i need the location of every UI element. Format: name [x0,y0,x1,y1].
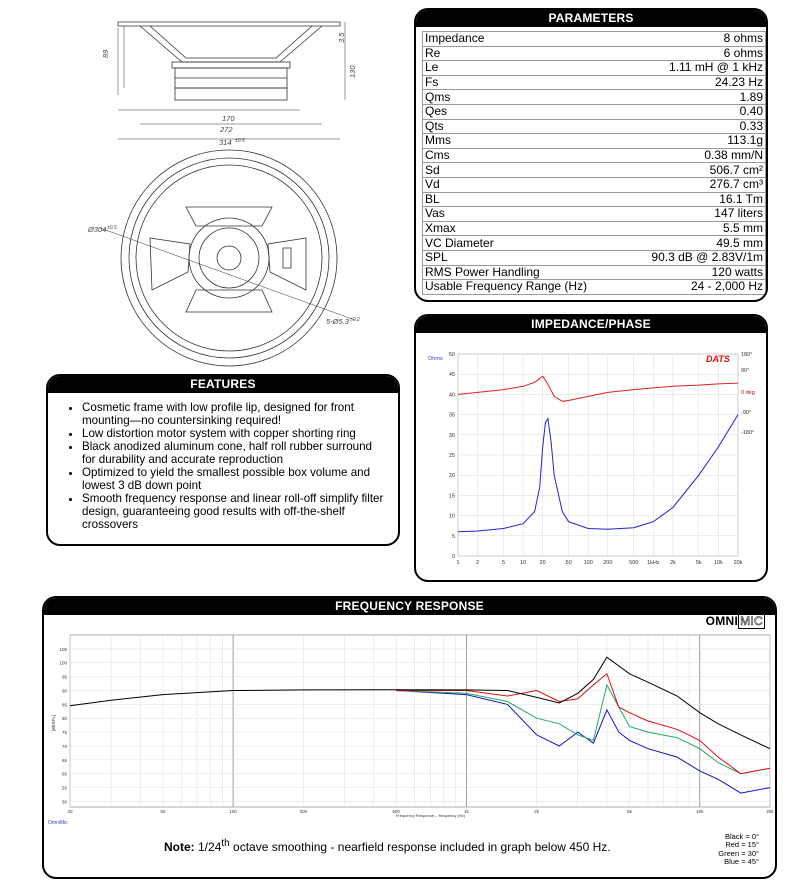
fr-y-tick: 60 [61,771,67,777]
parameter-row [423,119,766,134]
impedance-x-tick: 5k [695,560,702,566]
parameter-name: Vas [423,207,625,222]
impedance-unit-label: Ohms [428,356,443,362]
parameter-name: Re [423,46,625,61]
impedance-y-tick: 0 [451,554,455,560]
feature-item: • Black anodized aluminum cone, half roll rubber surround for durability and accurate reproduction [82,440,388,466]
parameter-value: 113.1g [625,134,766,149]
impedance-x-tick: 200 [603,560,613,566]
legend-red: Red = 15° [725,840,759,850]
impedance-chart [416,334,766,580]
impedance-x-tick: 1 [456,560,460,566]
feature-item: • Cosmetic frame with low profile lip, designed for front mounting—no countersinking required! [82,401,388,427]
parameter-value: 1.11 mH @ 1 kHz [625,61,766,76]
parameters-panel [414,8,768,302]
parameter-row [423,265,766,280]
impedance-x-tick: 100 [583,560,593,566]
feature-item: • Low distortion motor system with copper shorting ring [82,427,388,440]
note-prefix: Note: [164,840,195,854]
phase-tick: -90° [741,410,752,416]
parameter-value: 506.7 cm² [625,163,766,178]
dim-depth: 89 [101,49,110,58]
parameter-value: 24.23 Hz [625,75,766,90]
impedance-y-tick: 10 [448,513,455,520]
impedance-x-tick: 10 [520,560,527,566]
parameter-row [423,61,766,76]
dim-basket: 272 [220,125,233,134]
phase-tick: 0 deg [741,390,755,396]
parameter-value: 49.5 mm [625,236,766,251]
fr-y-tick: 50 [61,799,67,805]
parameter-row [423,104,766,119]
dim-flange: 3.5 [337,32,346,43]
frequency-response-chart [44,615,775,830]
angle-legend [718,833,759,866]
fr-x-tick: 5k [627,809,632,814]
parameter-row [423,221,766,236]
parameter-value: 120 watts [625,265,766,280]
parameter-name: Vd [423,177,625,192]
fr-plot-area [70,635,770,807]
fr-x-tick: 200 [299,809,308,814]
impedance-title: IMPEDANCE/PHASE [416,316,766,333]
dim-bolt-circle: Ø304 [88,225,107,234]
smoothing-note [164,838,611,854]
dim-holes-tol: ±0.2 [350,317,360,323]
fr-y-tick: 55 [61,785,67,791]
dim-height: 130 [348,65,357,78]
omnimic-logo-a: OMNI [705,614,739,628]
feature-item: • Optimized to yield the smallest possible box volume and lowest 3 dB down point [82,466,388,492]
parameter-name: Qms [423,90,625,105]
frequency-response-panel [42,596,777,879]
parameter-value: 8 ohms [625,32,766,47]
fr-x-tick: 2k [534,809,540,814]
parameter-name: Mms [423,134,625,149]
impedance-y-tick: 25 [448,453,455,459]
impedance-x-tick: 2 [476,560,480,566]
parameter-row [423,236,766,251]
parameter-value: 90.3 dB @ 2.83V/1m [625,250,766,265]
fr-ylabel: [dBSPL] [51,714,56,732]
parameter-name: VC Diameter [423,236,625,251]
note-sup: th [221,838,230,849]
fr-x-tick: 20 [67,809,73,814]
parameter-name: Fs [423,75,625,90]
terminal [283,248,291,268]
impedance-x-tick: 20 [539,560,546,566]
fr-y-tick: 90 [61,688,67,694]
parameters-table [422,31,766,295]
dats-logo: DATS [706,354,730,364]
impedance-x-tick: 1kHz [647,560,660,566]
parameter-row [423,148,766,163]
legend-black: Black = 0° [724,832,759,841]
impedance-x-tick: 20k [733,560,743,566]
dim-bolt-circle-tol: ±0.5 [107,225,117,231]
legend-green: Green = 30° [718,848,759,858]
fr-y-tick: 80 [61,716,67,722]
parameter-row [423,90,766,105]
parameter-name: Sd [423,163,625,178]
speaker-technical-drawing [0,0,405,370]
fr-x-tick: 1k [464,809,469,814]
parameter-row [423,250,766,265]
fr-x-tick: 10k [696,809,704,814]
parameter-name: Usable Frequency Range (Hz) [423,280,625,295]
dim-holes: 5-Ø5.3 [326,317,349,326]
impedance-x-tick: 5 [501,560,506,566]
fr-y-tick: 70 [61,743,67,749]
impedance-y-tick: 40 [448,392,455,399]
impedance-y-tick: 5 [451,533,455,540]
impedance-x-tick: 500 [629,560,639,566]
parameter-value: 147 liters [625,207,766,222]
fr-y-tick: 85 [61,702,67,708]
fr-x-tick: 500 [392,809,400,814]
parameter-name: Cms [423,148,625,163]
parameter-row [423,46,766,61]
back-plate [175,88,287,100]
features-panel [46,374,400,546]
parameter-value: 24 - 2,000 Hz [625,280,766,295]
parameter-value: 5.5 mm [625,221,766,236]
parameter-name: Qes [423,104,625,119]
fr-x-tick: 100 [229,809,237,814]
parameter-value: 276.7 cm³ [625,177,766,192]
parameter-name: Qts [423,119,625,134]
features-list [82,401,388,531]
parameter-name: Le [423,61,625,76]
parameter-name: BL [423,192,625,207]
note-text-b: octave smoothing - nearfield response included in graph below 450 Hz. [229,840,611,854]
parameter-value: 16.1 Tm [625,192,766,207]
parameter-value: 0.33 [625,119,766,134]
parameters-title: PARAMETERS [416,10,766,27]
parameter-row [423,75,766,90]
fr-y-tick: 100 [59,660,67,666]
omnimic-logo-b: MIC [740,614,763,628]
omnimic-footer: OmniMic [48,820,68,826]
phase-tick: 90° [741,368,750,374]
fr-xlabel: Frequency Response -- frequency [Hz] [395,813,465,818]
parameter-value: 6 ohms [625,46,766,61]
impedance-y-tick: 30 [448,432,455,439]
impedance-panel [414,314,768,582]
legend-blue: Blue = 45° [724,856,759,866]
parameter-name: Xmax [423,221,625,236]
dim-magnet: 170 [222,114,235,123]
parameter-name: Impedance [423,32,625,47]
impedance-x-tick: 2k [669,560,676,566]
frame-lip [118,22,340,26]
dim-outer-tol: ±0.5 [235,138,245,144]
fr-x-tick: 50 [160,809,166,814]
note-text-a: 1/24 [194,840,222,854]
dim-outer: 314 [219,138,232,147]
parameter-row [423,32,766,47]
impedance-y-tick: 35 [448,412,455,419]
parameter-row [423,192,766,207]
impedance-y-tick: 15 [448,493,455,500]
top-plate [172,62,290,68]
parameter-name: RMS Power Handling [423,265,625,280]
parameter-row [423,177,766,192]
fr-y-tick: 95 [61,674,67,680]
parameter-value: 0.40 [625,104,766,119]
frequency-response-title: FREQUENCY RESPONSE [44,598,775,615]
parameter-row [423,134,766,149]
fr-y-tick: 105 [59,646,67,652]
parameter-name: SPL [423,250,625,265]
outer-frame [121,150,337,366]
basket-profile [140,26,322,62]
parameter-row [423,280,766,295]
impedance-y-tick: 20 [448,473,455,480]
parameter-value: 0.38 mm/N [625,148,766,163]
parameter-row [423,163,766,178]
impedance-x-tick: 50 [565,560,572,566]
impedance-y-tick: 45 [448,372,455,379]
parameter-value: 1.89 [625,90,766,105]
phase-tick: 180° [741,352,753,358]
impedance-y-tick: 50 [448,352,455,358]
feature-item: • Smooth frequency response and linear roll-off simplify filter design, guaranteeing good results with off-the-shelf crossovers [82,492,388,531]
features-title: FEATURES [48,376,398,393]
phase-tick: -180° [741,430,755,436]
fr-y-tick: 75 [61,730,67,736]
parameter-row [423,207,766,222]
fr-x-tick: 20k [766,809,774,814]
fr-y-tick: 65 [61,757,67,763]
impedance-x-tick: 10k [713,560,723,566]
